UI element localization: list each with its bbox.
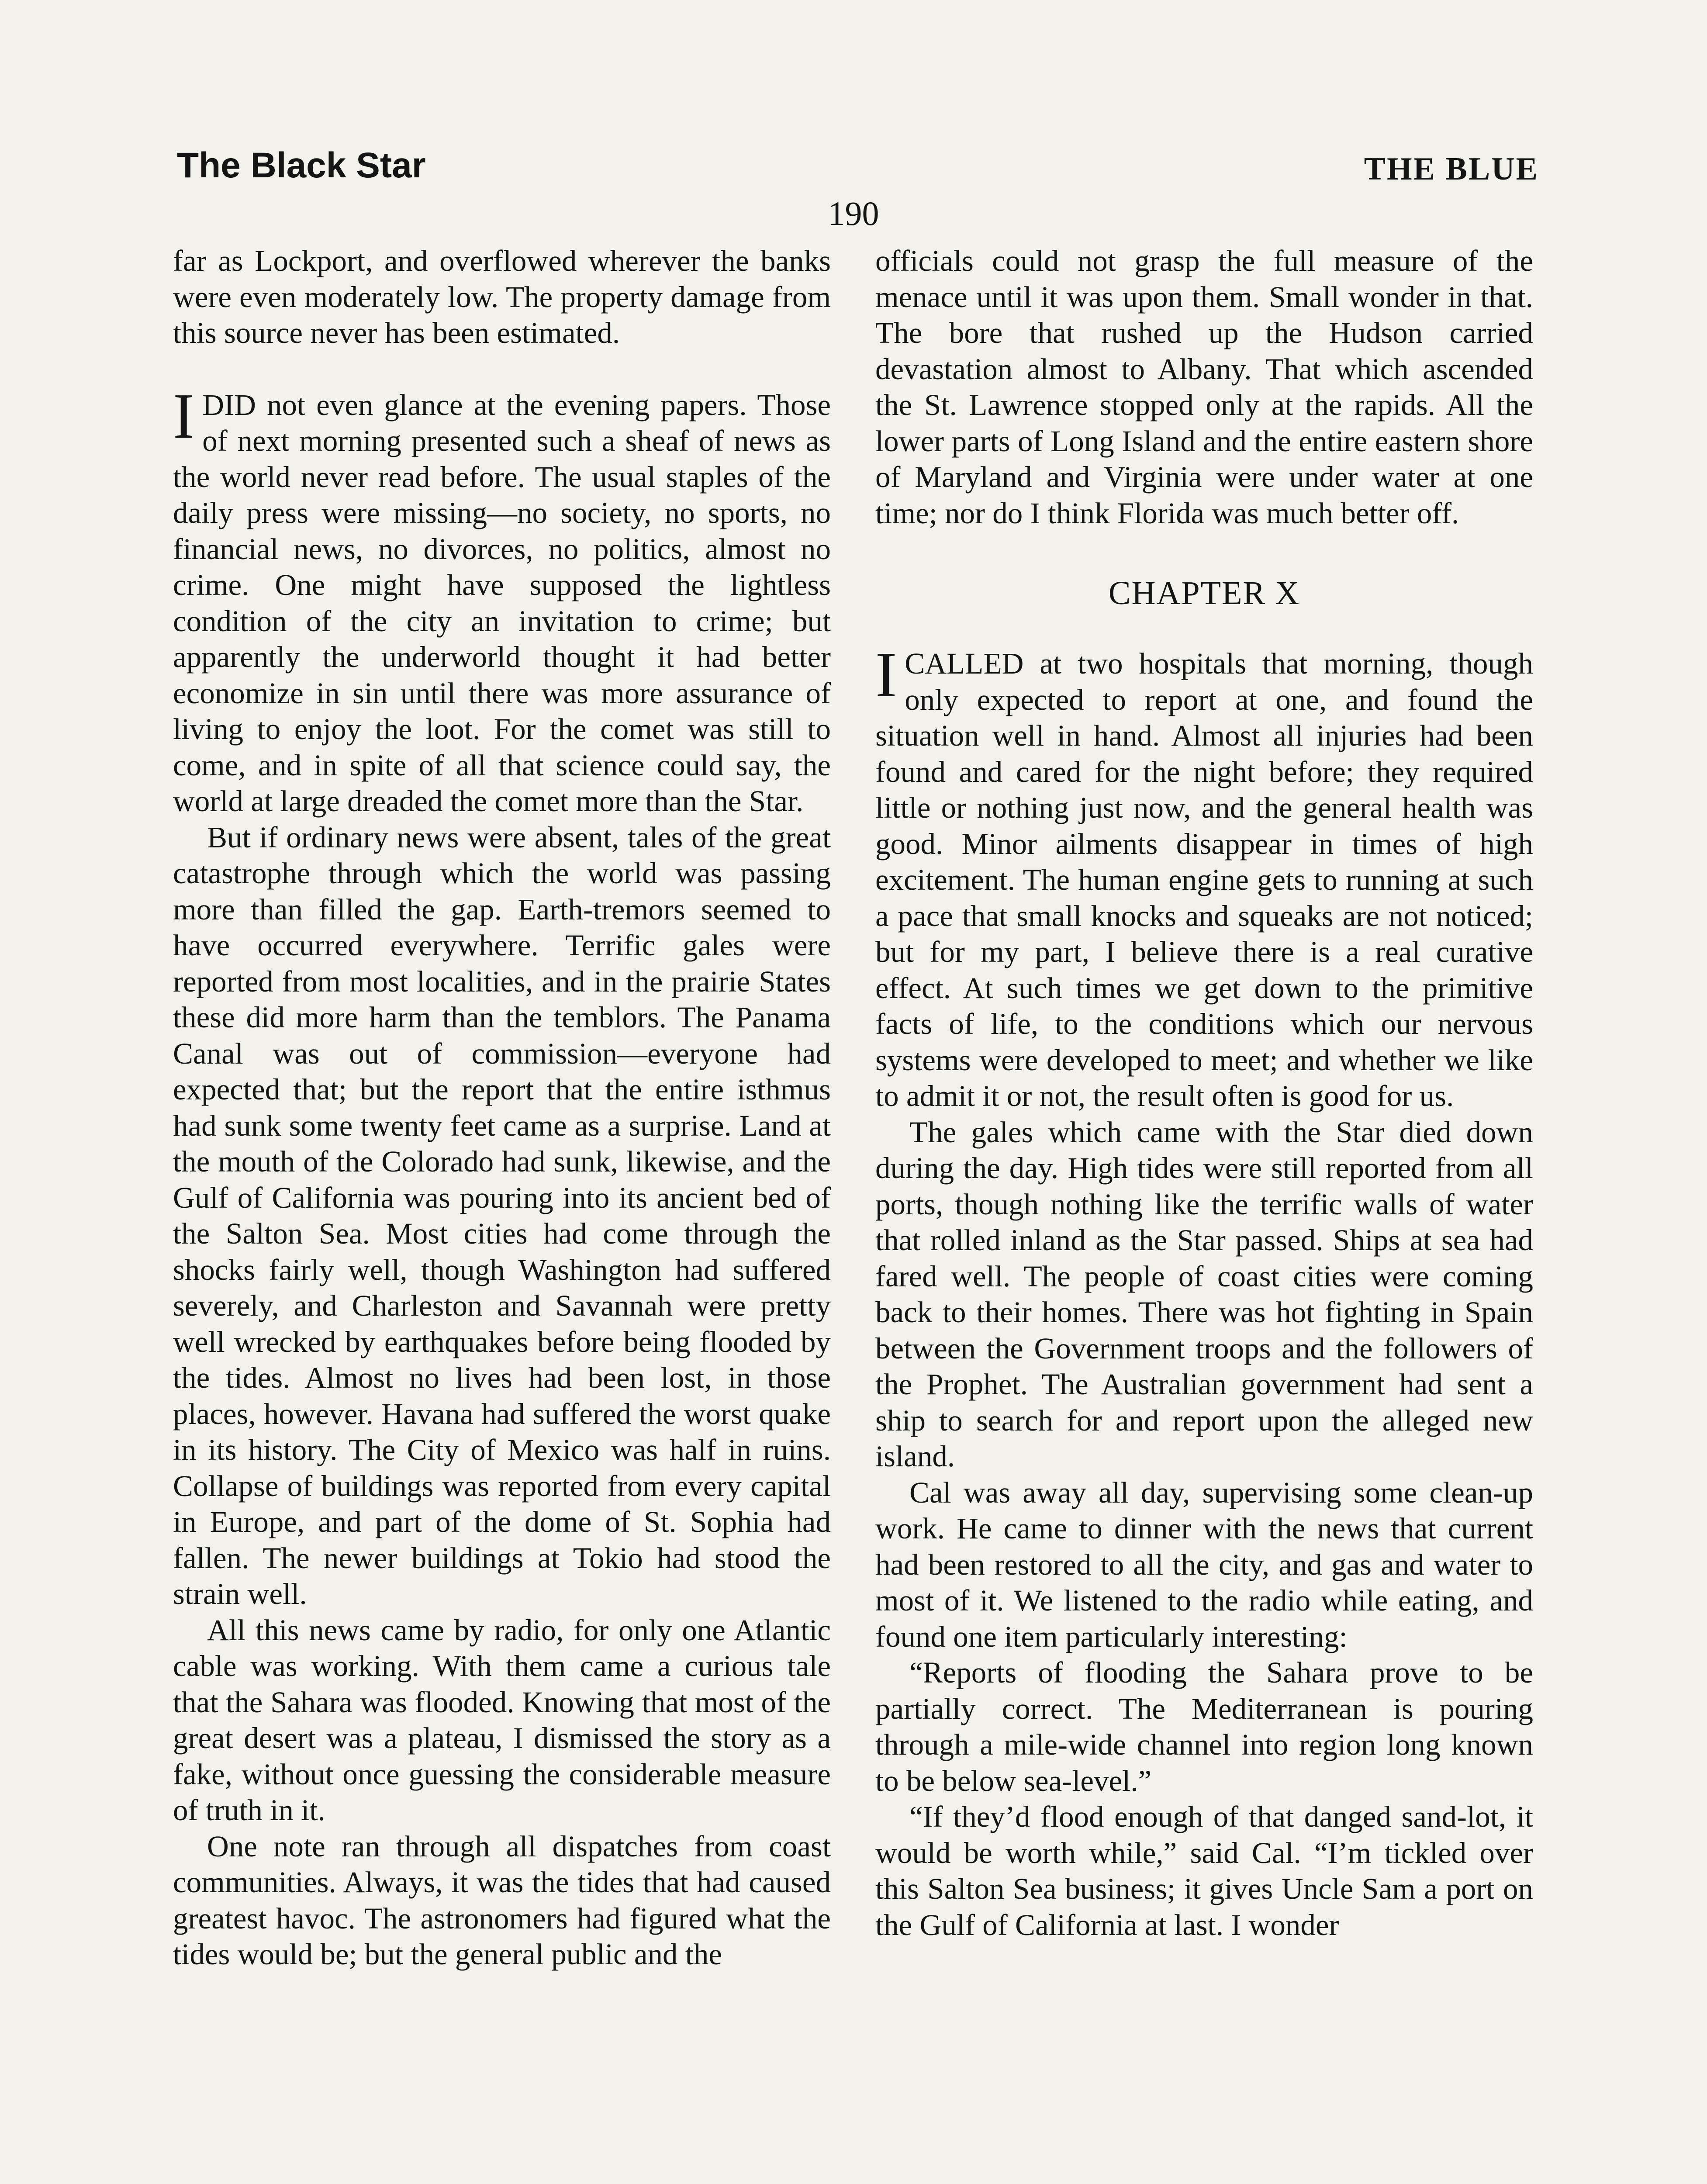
- paragraph: All this news came by radio, for only one Atlantic cable was working. With them came a curious tale that the Sahara was flooded. Knowing that most of the great desert was a plateau, I dismissed the story as a fake, without once guessing the considerable measure of truth in it.: [173, 1613, 831, 1827]
- paragraph: But if ordinary news were absent, tales of the great catastrophe through which the world was passing more than filled the gap. Earth-tremors seemed to have occurred everywhere. Terrific gales were reported from most localities, and in the prairie States these did more harm than the temblors. The Panama Canal was out of commission—everyone had expected that; but the report that the entire isthmus had sunk some twenty feet came as a surprise. Land at the mouth of the Colorado had sunk, likewise, and the Gulf of California was pouring into its ancient bed of the Salton Sea. Most cities had come through the shocks fairly well, though Washington had suffered severely, and Charleston and Savannah were pretty well wrecked by earthquakes before being flooded by the tides. Almost no lives had been lost, in those places, however. Havana had suffered the worst quake in its history. The City of Mexico was half in ruins. Collapse of buildings was reported from every capital in Europe, and part of the dome of St. Sophia had fallen. The newer buildings at Tokio had stood the strain well.: [173, 820, 831, 1610]
- paragraph: “Reports of flooding the Sahara prove to be partially correct. The Mediterranean is pouring through a mile-wide channel into region long known to be below sea-level.”: [875, 1656, 1533, 1797]
- paragraph: far as Lockport, and overflowed wherever the banks were even moderately low. The property damage from this source never has been estimated.: [173, 244, 831, 349]
- paragraph: [173, 380, 831, 819]
- running-title: The Black Star: [177, 145, 426, 185]
- left-column: [173, 243, 831, 1973]
- paragraph-text: DID not even glance at the evening papers. Those of next morning presented such a sheaf of news as the world never read before. The usual staples of the daily press were missing—no society, no sports, no financial news, no divorces, no politics, almost no crime. One might have supposed the lightless condition of the city an invitation to crime; but apparently the underworld thought it had better economize in sin until there was more assurance of living to enjoy the loot. For the comet was still to come, and in spite of all that science could say, the world at large dreaded the comet more than the Star.: [173, 388, 831, 818]
- paragraph: “If they’d flood enough of that danged sand-lot, it would be worth while,” said Cal. “I’m tickled over this Salton Sea business; it gives Uncle Sam a port on the Gulf of California at last. I wonder: [875, 1800, 1533, 1942]
- paragraph: [875, 639, 1533, 1114]
- paragraph: One note ran through all dispatches from coast communities. Always, it was the tides that had caused greatest havoc. The astronomers had figured what the tides would be; but the general public and the: [173, 1829, 831, 1971]
- magazine-title: THE BLUE: [1364, 151, 1539, 187]
- right-column: [875, 243, 1533, 1943]
- chapter-heading: CHAPTER X: [1108, 575, 1300, 612]
- paragraph: officials could not grasp the full measure of the menace until it was upon them. Small wonder in that. The bore that rushed up the Hudson carried devastation almost to Albany. That which ascended the St. Lawrence stopped only at the rapids. All the lower parts of Long Island and the entire eastern shore of Maryland and Virginia were under water at one time; nor do I think Florida was much better off.: [875, 244, 1533, 530]
- paragraph: Cal was away all day, supervising some clean-up work. He came to dinner with the news that current had been restored to all the city, and gas and water to most of it. We listened to the radio while eating, and found one item particularly interesting:: [875, 1476, 1533, 1653]
- drop-cap: I: [875, 639, 897, 711]
- paragraph-text: CALLED at two hospitals that morning, though only expected to report at one, and found the situation well in hand. Almost all injuries had been found and cared for the night before; they required little or nothing just now, and the general health was good. Minor ailments disappear in times of high excitement. The human engine gets to running at such a pace that small knocks and squeaks are not noticed; but for my part, I believe there is a real curative effect. At such times we get down to the primitive facts of life, to the conditions which our nervous systems were developed to meet; and whether we like to admit it or not, the result often is good for us.: [875, 647, 1533, 1113]
- page-number: 190: [828, 194, 879, 232]
- drop-cap: I: [173, 380, 195, 452]
- paragraph: The gales which came with the Star died down during the day. High tides were still reported from all ports, though nothing like the terrific walls of water that rolled inland as the Star passed. Ships at sea had fared well. The people of coast cities were coming back to their homes. There was hot fighting in Spain between the Government troops and the followers of the Prophet. The Australian government had sent a ship to search for and report upon the alleged new island.: [875, 1115, 1533, 1473]
